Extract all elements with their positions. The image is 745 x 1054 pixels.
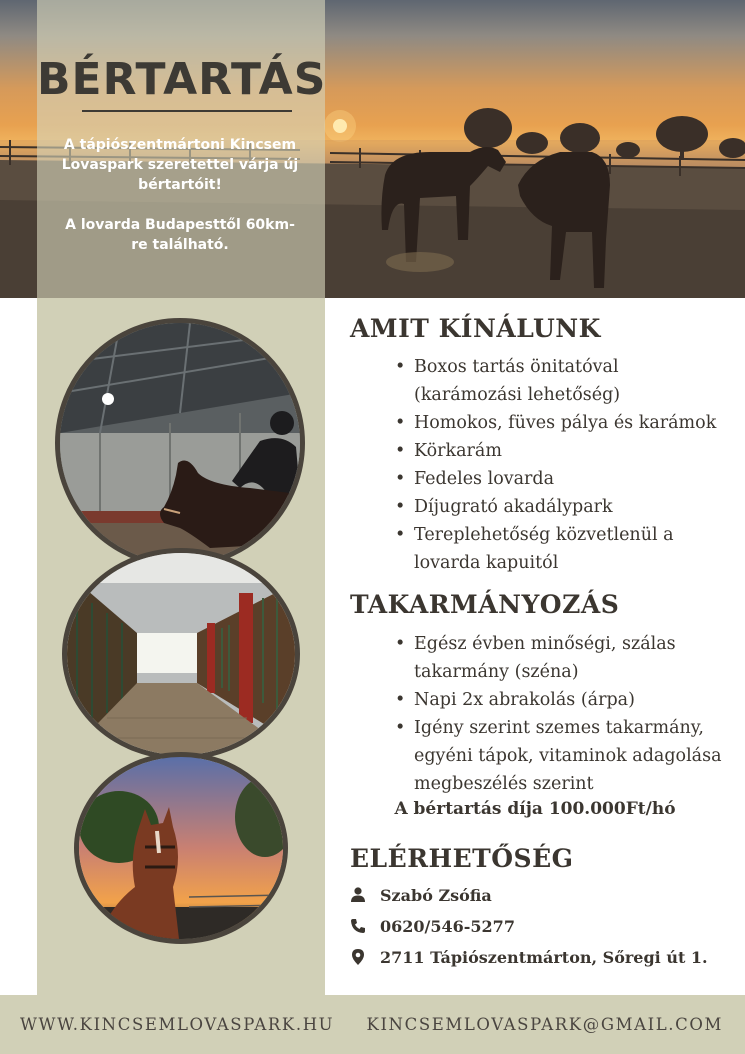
contact-name-row	[349, 882, 492, 908]
list-item: • Egész évben minőségi, szálas takarmány (széna)	[395, 630, 730, 686]
indoor-arena-rider-photo	[55, 318, 305, 568]
contact-address: 2711 Tápiószentmárton, Sőregi út 1.	[380, 947, 708, 967]
feeding-list	[395, 630, 730, 798]
offer-heading: AMIT KÍNÁLUNK	[350, 314, 601, 343]
email-link[interactable]: KINCSEMLOVASPARK@GMAIL.COM	[366, 1015, 723, 1034]
stable-aisle-photo	[62, 548, 300, 760]
intro-distance: A lovarda Budapesttől 60km-re található.	[65, 217, 295, 253]
footer	[0, 995, 745, 1054]
contact-address-row	[349, 944, 708, 970]
list-item: • Homokos, füves pálya és karámok	[395, 409, 730, 437]
page-title: BÉRTARTÁS	[37, 54, 327, 105]
offer-list	[395, 353, 730, 577]
contact-phone-row	[349, 913, 515, 939]
list-item: • Igény szerint szemes takarmány, egyéni tápok, vitaminok adagolása megbeszélés szerint	[395, 714, 730, 798]
price-text: A bértartás díja 100.000Ft/hó	[394, 799, 676, 819]
location-pin-icon	[349, 948, 367, 966]
list-item: • Napi 2x abrakolás (árpa)	[395, 686, 730, 714]
list-item: • Boxos tartás önitatóval (karámozási lehetőség)	[395, 353, 730, 409]
person-icon	[349, 886, 367, 904]
contact-name: Szabó Zsófia	[380, 885, 492, 905]
feeding-heading: TAKARMÁNYOZÁS	[350, 590, 620, 619]
list-item: • Tereplehetőség közvetlenül a lovarda kapuitól	[395, 521, 730, 577]
phone-icon	[349, 917, 367, 935]
list-item: • Körkarám	[395, 437, 730, 465]
list-item: • Fedeles lovarda	[395, 465, 730, 493]
intro-welcome: A tápiószentmártoni Kincsem Lovaspark szeretettel várja új bértartóit!	[61, 137, 299, 193]
intro-text	[60, 135, 300, 255]
title-divider	[82, 110, 292, 112]
list-item: • Díjugrató akadálypark	[395, 493, 730, 521]
website-link[interactable]: WWW.KINCSEMLOVASPARK.HU	[20, 1015, 335, 1034]
contact-heading: ELÉRHETŐSÉG	[350, 844, 574, 873]
horse-at-sunset-photo	[74, 752, 288, 944]
contact-phone[interactable]: 0620/546-5277	[380, 916, 515, 936]
